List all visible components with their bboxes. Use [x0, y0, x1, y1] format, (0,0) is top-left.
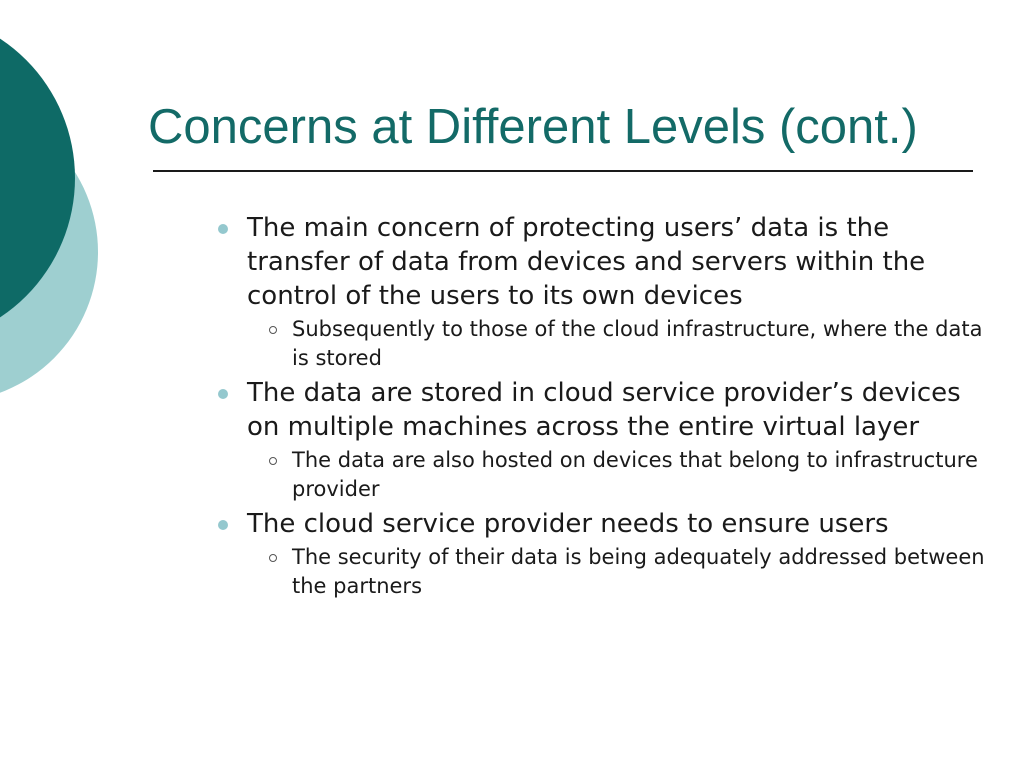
sub-bullet-text: The data are also hosted on devices that belong to infrastructure provider [292, 448, 978, 501]
bullet-dot-icon [218, 389, 228, 399]
sub-bullet-list [247, 543, 986, 601]
sub-bullet-text: Subsequently to those of the cloud infrastructure, where the data is stored [292, 317, 983, 370]
sub-bullet-item [247, 543, 986, 601]
bullet-text: The cloud service provider needs to ensure users [247, 509, 889, 539]
slide-title: Concerns at Different Levels (cont.) [148, 100, 918, 154]
bullet-item [216, 211, 986, 373]
ring-bullet-icon [269, 457, 277, 465]
sub-bullet-item [247, 446, 986, 504]
bullet-dot-icon [218, 520, 228, 530]
bullet-item [216, 507, 986, 601]
sub-bullet-list [247, 446, 986, 504]
bullet-dot-icon [218, 224, 228, 234]
ring-bullet-icon [269, 326, 277, 334]
bullet-text: The main concern of protecting users’ data is the transfer of data from devices and servers within the control of the users to its own devices [247, 213, 926, 311]
bullet-list [216, 211, 986, 604]
sub-bullet-text: The security of their data is being adequately addressed between the partners [292, 545, 985, 598]
sub-bullet-list [247, 315, 986, 373]
ring-bullet-icon [269, 554, 277, 562]
decorative-circles [0, 0, 120, 420]
bullet-text: The data are stored in cloud service provider’s devices on multiple machines across the entire virtual layer [247, 378, 961, 442]
sub-bullet-item [247, 315, 986, 373]
title-underline [153, 170, 973, 172]
bullet-item [216, 376, 986, 504]
